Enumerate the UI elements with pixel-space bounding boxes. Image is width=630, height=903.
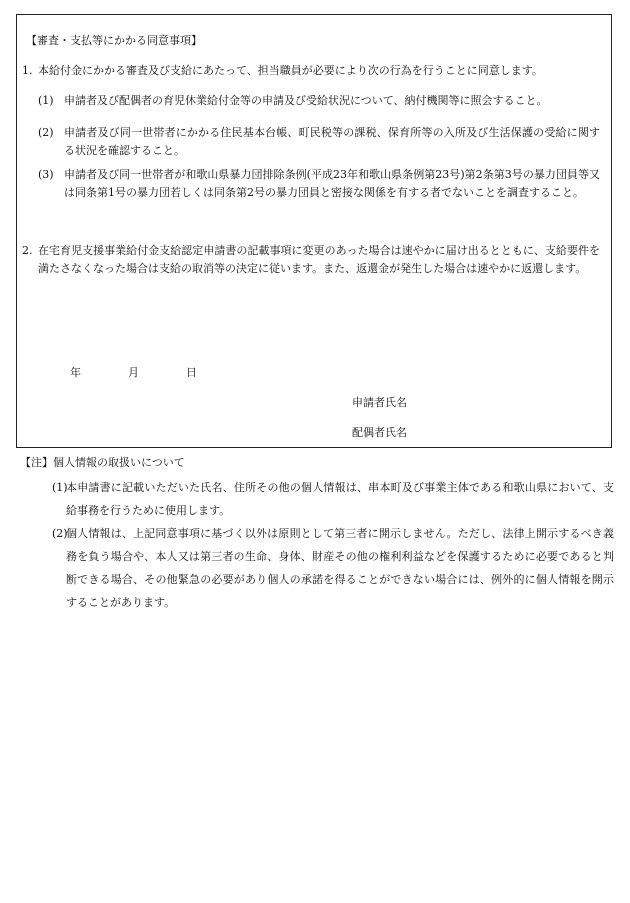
applicant-name-label: 申請者氏名 [352,396,407,409]
note-1-number: (1) [52,481,68,494]
note-2-text: 個人情報は、上記同意事項に基づく以外は原則として第三者に開示しません。ただし、法律上開示するべき義務を負う場合や、本人又は第三者の生命、身体、財産その他の権利利益などを保護するために必要であると判断できる場合、その他緊急の必要があり個人の承諾を得ることができない場合には、例外的に個人情報を開示することがあります。 [66,527,614,609]
date-day-label: 日 [186,366,197,379]
subitem-1-number: (1) [38,94,54,107]
note-2-number: (2) [52,527,68,540]
privacy-note-title: 【注】個人情報の取扱いについて [20,456,185,469]
consent-heading: 【審査・支払等にかかる同意事項】 [26,34,202,47]
spouse-name-label: 配偶者氏名 [352,426,407,439]
subitem-2-number: (2) [38,126,54,139]
subitem-3-number: (3) [38,168,54,181]
item-1-text: 本給付金にかかる審査及び支給にあたって、担当職員が必要により次の行為を行うことに同意します。 [38,64,543,77]
note-1-text: 本申請書に記載いただいた氏名、住所その他の個人情報は、串本町及び事業主体である和歌山県において、支給事務を行うために使用します。 [66,481,614,517]
item-2-number: 2. [22,244,33,257]
item-1-number: 1. [22,64,33,77]
date-month-label: 月 [128,366,139,379]
subitem-1-text: 申請者及び配偶者の育児休業給付金等の申請及び受給状況について、納付機関等に照会すること。 [64,94,548,107]
subitem-3-text: 申請者及び同一世帯者が和歌山県暴力団排除条例(平成23年和歌山県条例第23号)第2条第3号の暴力団員等又は同条第1号の暴力団若しくは同条第2号の暴力団員と密接な関係を有する者でないことを調査すること。 [64,168,600,199]
item-2-text: 在宅育児支援事業給付金支給認定申請書の記載事項に変更のあった場合は速やかに届け出るとともに、支給要件を満たさなくなった場合は支給の取消等の決定に従います。また、返還金が発生した場合は速やかに返還します。 [38,244,600,275]
date-year-label: 年 [70,366,81,379]
subitem-2-text: 申請者及び同一世帯者にかかる住民基本台帳、町民税等の課税、保育所等の入所及び生活保護の受給に関する状況を確認すること。 [64,126,600,157]
